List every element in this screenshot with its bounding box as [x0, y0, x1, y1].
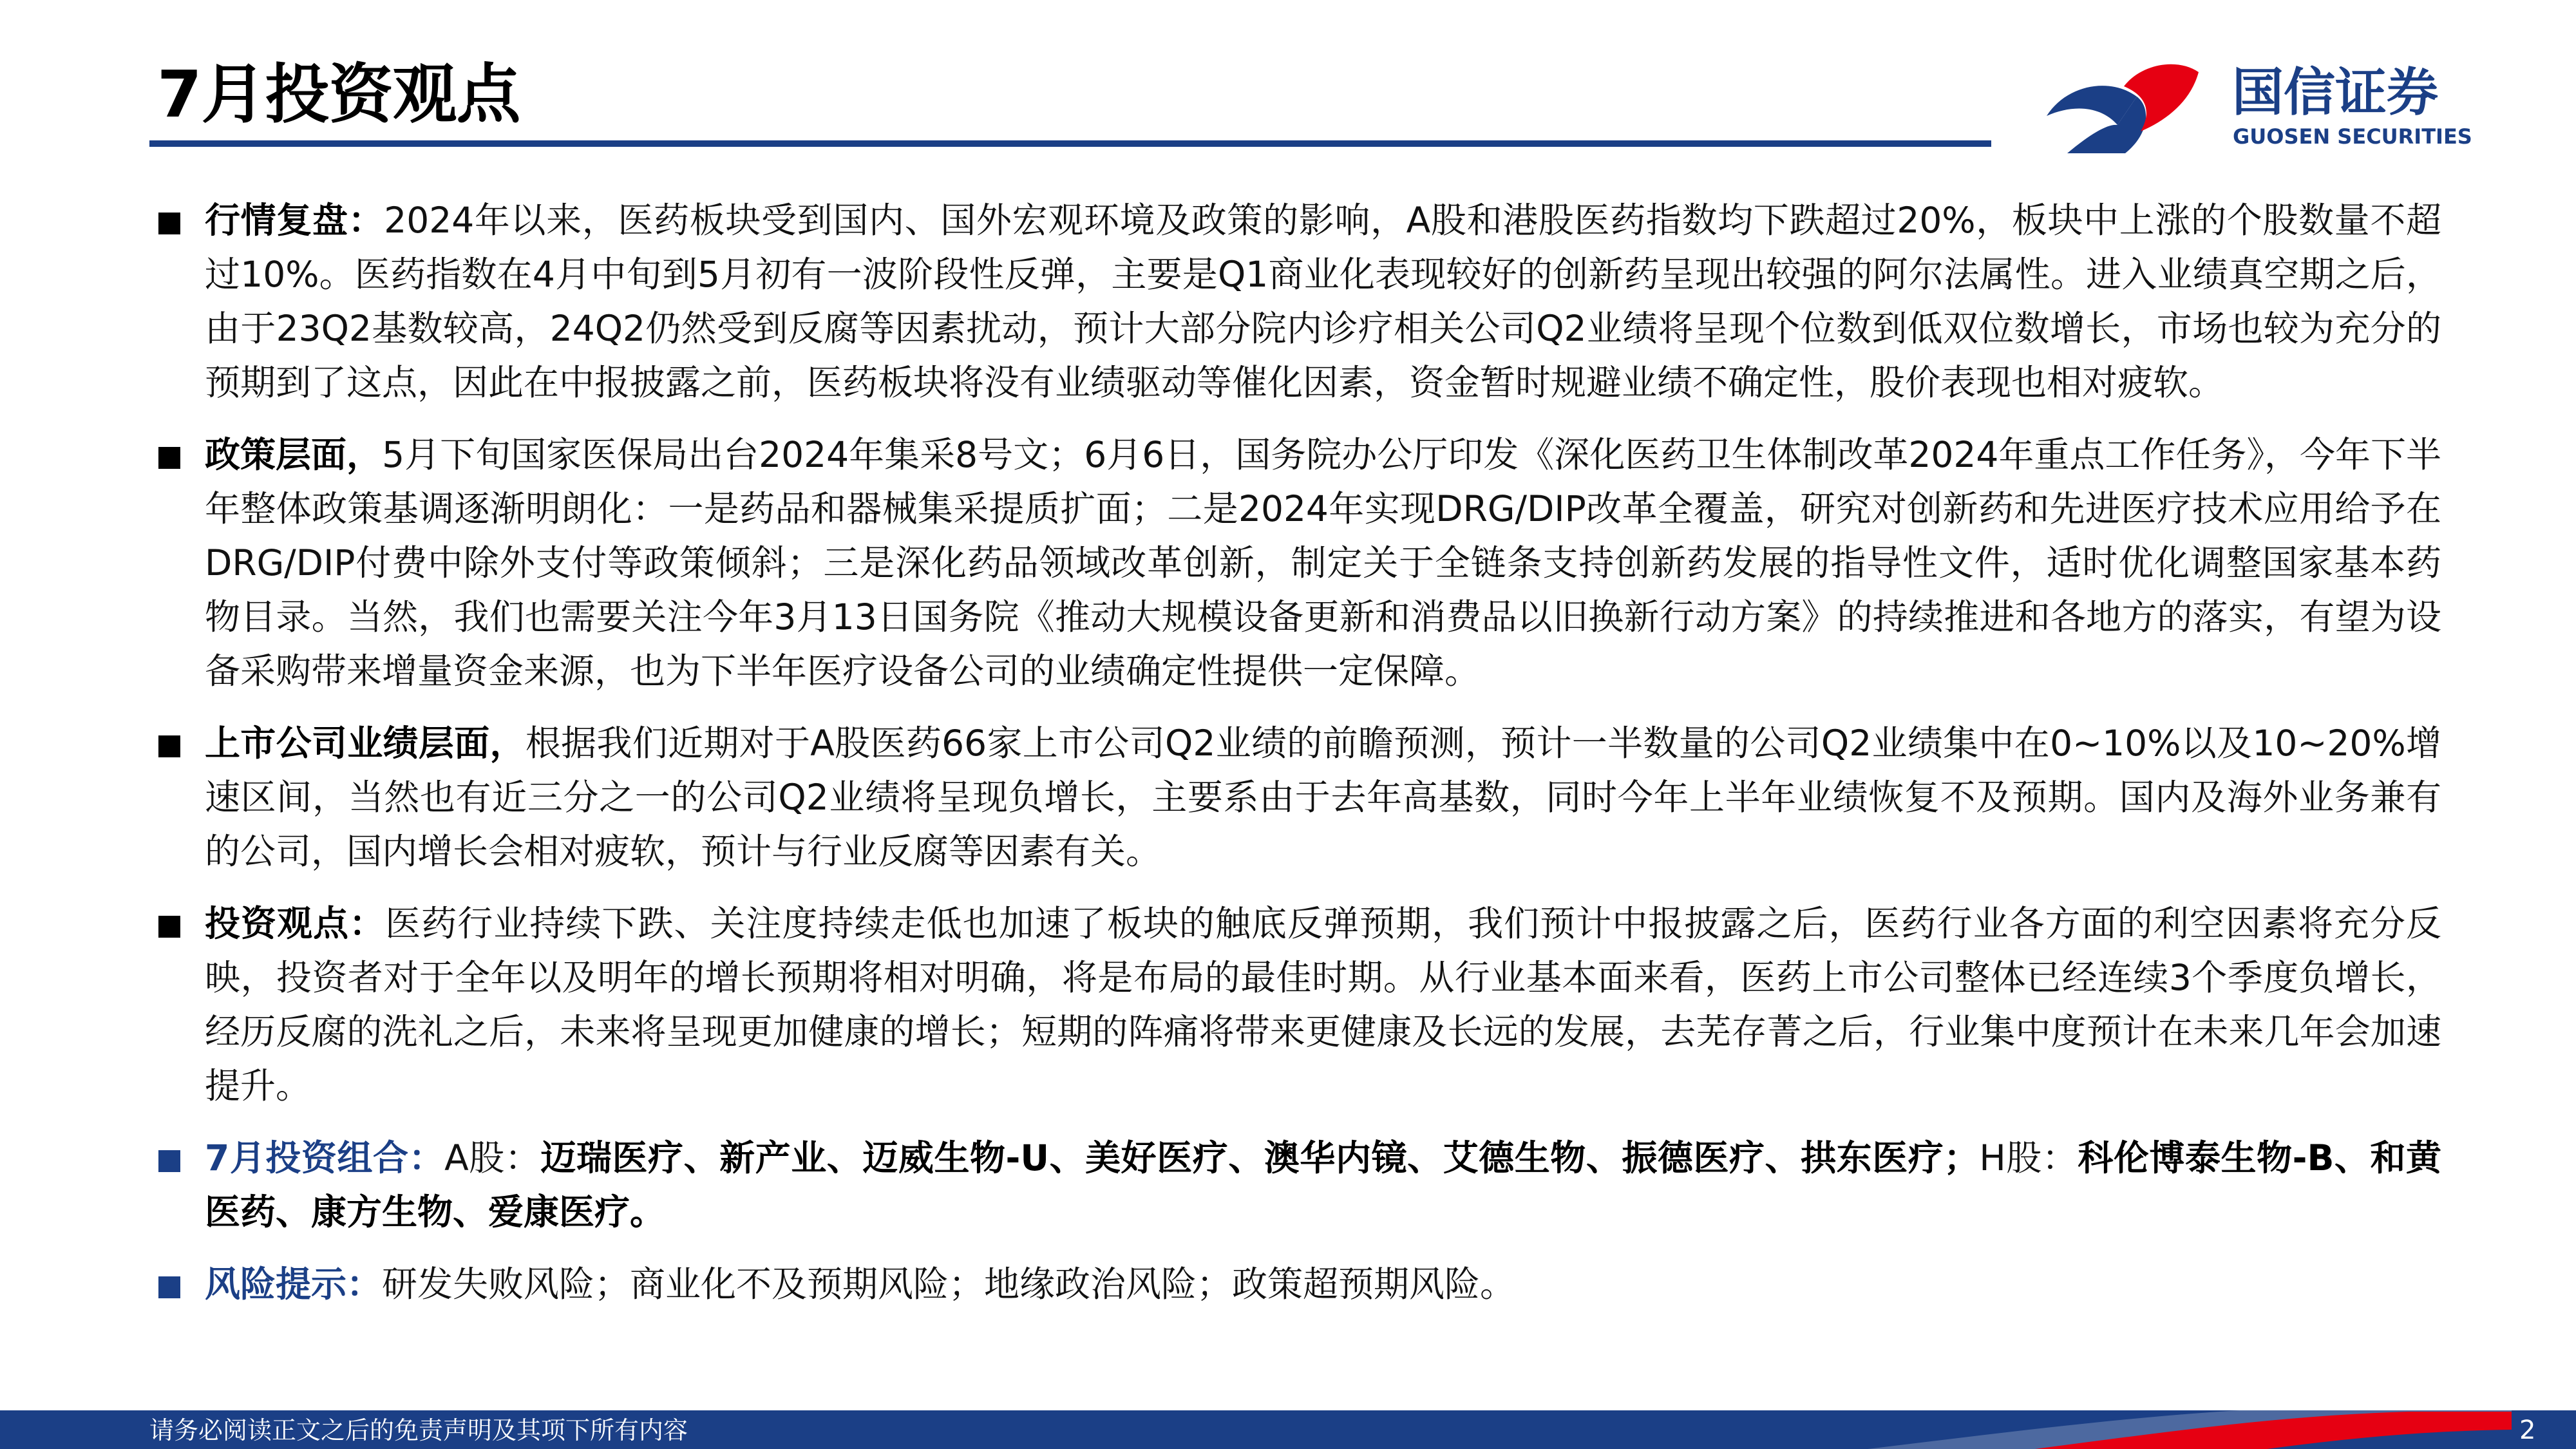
- footer-disclaimer: 请务必阅读正文之后的免责声明及其项下所有内容: [149, 1416, 688, 1444]
- company-logo: [2041, 57, 2472, 160]
- bullet-body: 2024年以来，医药板块受到国内、国外宏观环境及政策的影响，A股和港股医药指数均下跌超过20%，板块中上涨的个股数量不超过10%。医药指数在4月中旬到5月初有一波阶段性反弹，主要是Q1商业化表现较好的创新药呈现出较强的阿尔法属性。进入业绩真空期之后，由于23Q2基数较高，24Q2仍然受到反腐等因素扰动，预计大部分院内诊疗相关公司Q2业绩将呈现个位数到低双位数增长，市场也较为充分的预期到了这点，因此在中报披露之前，医药板块将没有业绩驱动等催化因素，资金暂时规避业绩不确定性，股价表现也相对疲软。: [205, 200, 2441, 403]
- content-body: [158, 193, 2441, 1329]
- square-bullet-icon: [158, 916, 180, 938]
- square-bullet-icon: [158, 735, 180, 757]
- bullet-body: 5月下旬国家医保局出台2024年集采8号文；6月6日，国务院办公厅印发《深化医药卫生体制改革2024年重点工作任务》，今年下半年整体政策基调逐渐明朗化：一是药品和器械集采提质扩面；二是2024年实现DRG/DIP改革全覆盖，研究对创新药和先进医疗技术应用给予在DRG/DIP付费中除外支付等政策倾斜；三是深化药品领域改革创新，制定关于全链条支持创新药发展的指导性文件，适时优化调整国家基本药物目录。当然，我们也需要关注今年3月13日国务院《推动大规模设备更新和消费品以旧换新行动方案》的持续推进和各地方的落实，有望为设备采购带来增量资金来源，也为下半年医疗设备公司的业绩确定性提供一定保障。: [205, 434, 2441, 692]
- square-bullet-icon: [158, 1150, 180, 1172]
- a-share-label: A股：: [444, 1137, 541, 1179]
- bullet-item-earnings: [158, 716, 2441, 878]
- bullet-text: [205, 1257, 2441, 1311]
- bullet-lead: 行情复盘：: [205, 200, 384, 241]
- bullet-lead: 上市公司业绩层面，: [205, 723, 526, 764]
- bullet-item-market-review: [158, 193, 2441, 410]
- bullet-text: [205, 896, 2441, 1113]
- bullet-lead: 投资观点：: [205, 903, 386, 944]
- bullet-body: 研发失败风险；商业化不及预期风险；地缘政治风险；政策超预期风险。: [382, 1264, 1516, 1305]
- bullet-text: [205, 1131, 2441, 1239]
- bullet-item-policy: [158, 428, 2441, 698]
- logo-english-name: GUOSEN SECURITIES: [2233, 124, 2472, 149]
- h-share-label: H股：: [1979, 1137, 2078, 1179]
- square-bullet-icon: [158, 213, 180, 234]
- bullet-lead: 7月投资组合：: [205, 1137, 445, 1179]
- square-bullet-icon: [158, 1276, 180, 1298]
- bullet-item-risk: [158, 1257, 2441, 1311]
- a-share-stocks: 迈瑞医疗、新产业、迈威生物-U、美好医疗、澳华内镜、艾德生物、振德医疗、拱东医疗；: [540, 1137, 1980, 1179]
- title-underline: [149, 140, 1991, 147]
- bullet-item-investment-view: [158, 896, 2441, 1113]
- bullet-body: 医药行业持续下跌、关注度持续走低也加速了板块的触底反弹预期，我们预计中报披露之后，医药行业各方面的利空因素将充分反映，投资者对于全年以及明年的增长预期将相对明确，将是布局的最佳时期。从行业基本面来看，医药上市公司整体已经连续3个季度负增长，经历反腐的洗礼之后，未来将呈现更加健康的增长；短期的阵痛将带来更健康及长远的发展，去芜存菁之后，行业集中度预计在未来几年会加速提升。: [205, 903, 2441, 1106]
- footer-decoration: [1868, 1404, 2512, 1449]
- bullet-text: [205, 716, 2441, 878]
- bullet-lead: 政策层面，: [205, 434, 383, 475]
- h-share-stocks: 科伦博泰生物-B、和黄医药、康方生物、爱康医疗。: [205, 1137, 2442, 1233]
- bullet-item-portfolio: [158, 1131, 2441, 1239]
- page-number: 2: [2519, 1416, 2536, 1445]
- page-title: 7月投资观点: [157, 57, 520, 132]
- guosen-logo-icon: [2041, 57, 2202, 160]
- square-bullet-icon: [158, 447, 180, 469]
- bullet-text: [205, 428, 2441, 698]
- bullet-lead: 风险提示：: [205, 1264, 383, 1305]
- logo-chinese-name: 国信证券: [2232, 62, 2438, 122]
- bullet-body: 根据我们近期对于A股医药66家上市公司Q2业绩的前瞻预测，预计一半数量的公司Q2业绩集中在0~10%以及10~20%增速区间，当然也有近三分之一的公司Q2业绩将呈现负增长，主要系由于去年高基数，同时今年上半年业绩恢复不及预期。国内及海外业务兼有的公司，国内增长会相对疲软，预计与行业反腐等因素有关。: [205, 723, 2441, 872]
- bullet-text: [205, 193, 2441, 410]
